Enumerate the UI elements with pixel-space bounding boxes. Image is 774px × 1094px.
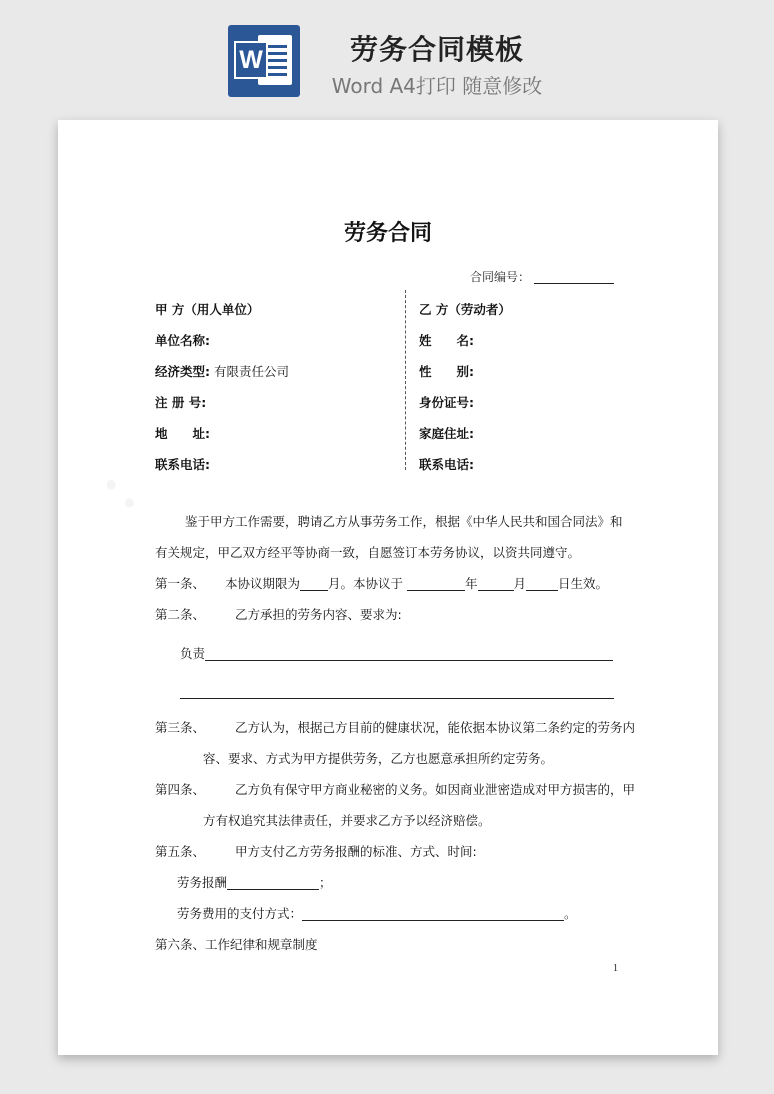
article-3-text-1: 乙方认为，根据己方目前的健康状况，能依据本协议第二条约定的劳务内 [234, 720, 635, 735]
blank [302, 906, 564, 921]
document-title: 劳务合同 [343, 221, 432, 246]
party-a-econ-type-value: 有限责任公司 [213, 364, 289, 379]
blank [526, 576, 558, 591]
party-a-block [155, 294, 289, 480]
article-3 [155, 718, 635, 736]
blank [478, 576, 514, 591]
party-a-address: 地 址: [155, 426, 210, 441]
column-divider [405, 290, 406, 470]
article-1-part-3: 年 [465, 576, 478, 591]
party-a-unit-name: 单位名称: [155, 333, 210, 348]
article-1 [155, 574, 608, 592]
contract-number-label: 合同编号： [470, 270, 531, 284]
article-2-text: 乙方承担的劳务内容、要求为: [234, 607, 402, 622]
article-5-method [177, 904, 577, 922]
article-5-label: 第五条、 [155, 844, 206, 859]
semicolon: ； [319, 875, 332, 890]
intro-line-1: 鉴于甲方工作需要，聘请乙方从事劳务工作，根据《中华人民共和国合同法》和 [185, 514, 623, 529]
article-1-label: 第一条、 [155, 576, 206, 591]
article-2-duty-line-2 [180, 684, 614, 699]
article-1-part-5: 日生效。 [558, 576, 609, 591]
blank [227, 875, 319, 890]
article-5-pay [177, 873, 332, 891]
article-4 [155, 780, 635, 798]
article-2 [155, 605, 402, 623]
intro-line-2: 有关规定，甲乙双方经平等协商一致，自愿签订本劳务协议，以资共同遵守。 [155, 545, 581, 560]
article-6: 第六条、工作纪律和规章制度 [155, 937, 318, 952]
article-2-duty [180, 644, 613, 662]
party-a-heading: 甲 方（用人单位） [155, 302, 260, 317]
article-1-part-2: 月。本协议于 [328, 576, 404, 591]
article-3-text-2: 容、要求、方式为甲方提供劳务，乙方也愿意承担所约定劳务。 [203, 751, 554, 766]
document-page [58, 120, 718, 1055]
blank [407, 576, 465, 591]
article-4-text-2: 方有权追究其法律责任，并要求乙方予以经济赔偿。 [203, 813, 491, 828]
banner-title: 劳务合同模板 [349, 33, 524, 66]
party-a-reg-no: 注 册 号: [155, 395, 207, 410]
party-b-id-no: 身份证号: [419, 395, 474, 410]
party-b-heading: 乙 方（劳动者） [419, 302, 511, 317]
party-b-block [419, 294, 511, 480]
article-4-text-1: 乙方负有保守甲方商业秘密的义务。如因商业泄密造成对甲方损害的，甲 [234, 782, 635, 797]
banner-subtitle: Word A4打印 随意修改 [331, 74, 543, 98]
period: 。 [564, 906, 577, 921]
article-3-label: 第三条、 [155, 720, 206, 735]
header-banner [0, 0, 774, 110]
watermark [94, 469, 145, 520]
word-icon-letter: W [234, 41, 268, 79]
article-5-text: 甲方支付乙方劳务报酬的标准、方式、时间: [234, 844, 477, 859]
party-b-home-address: 家庭住址: [419, 426, 474, 441]
article-5-method-label: 劳务费用的支付方式： [177, 906, 303, 921]
article-4-label: 第四条、 [155, 782, 206, 797]
article-2-label: 第二条、 [155, 607, 206, 622]
party-a-phone: 联系电话: [155, 457, 210, 472]
party-b-phone: 联系电话: [419, 457, 474, 472]
blank [205, 646, 613, 661]
party-b-name: 姓 名: [419, 333, 474, 348]
article-5 [155, 842, 477, 860]
blank [300, 576, 328, 591]
party-a-econ-type-label: 经济类型: [155, 364, 210, 379]
page-number: 1 [613, 963, 618, 974]
article-1-part-1: 本协议期限为 [224, 576, 300, 591]
contract-number-blank [534, 271, 614, 284]
article-2-duty-label: 负责 [180, 646, 206, 661]
article-5-pay-label: 劳务报酬 [177, 875, 228, 890]
blank [180, 684, 614, 699]
article-1-part-4: 月 [513, 576, 527, 591]
party-b-gender: 性 别: [419, 364, 474, 379]
contract-number [470, 268, 614, 285]
